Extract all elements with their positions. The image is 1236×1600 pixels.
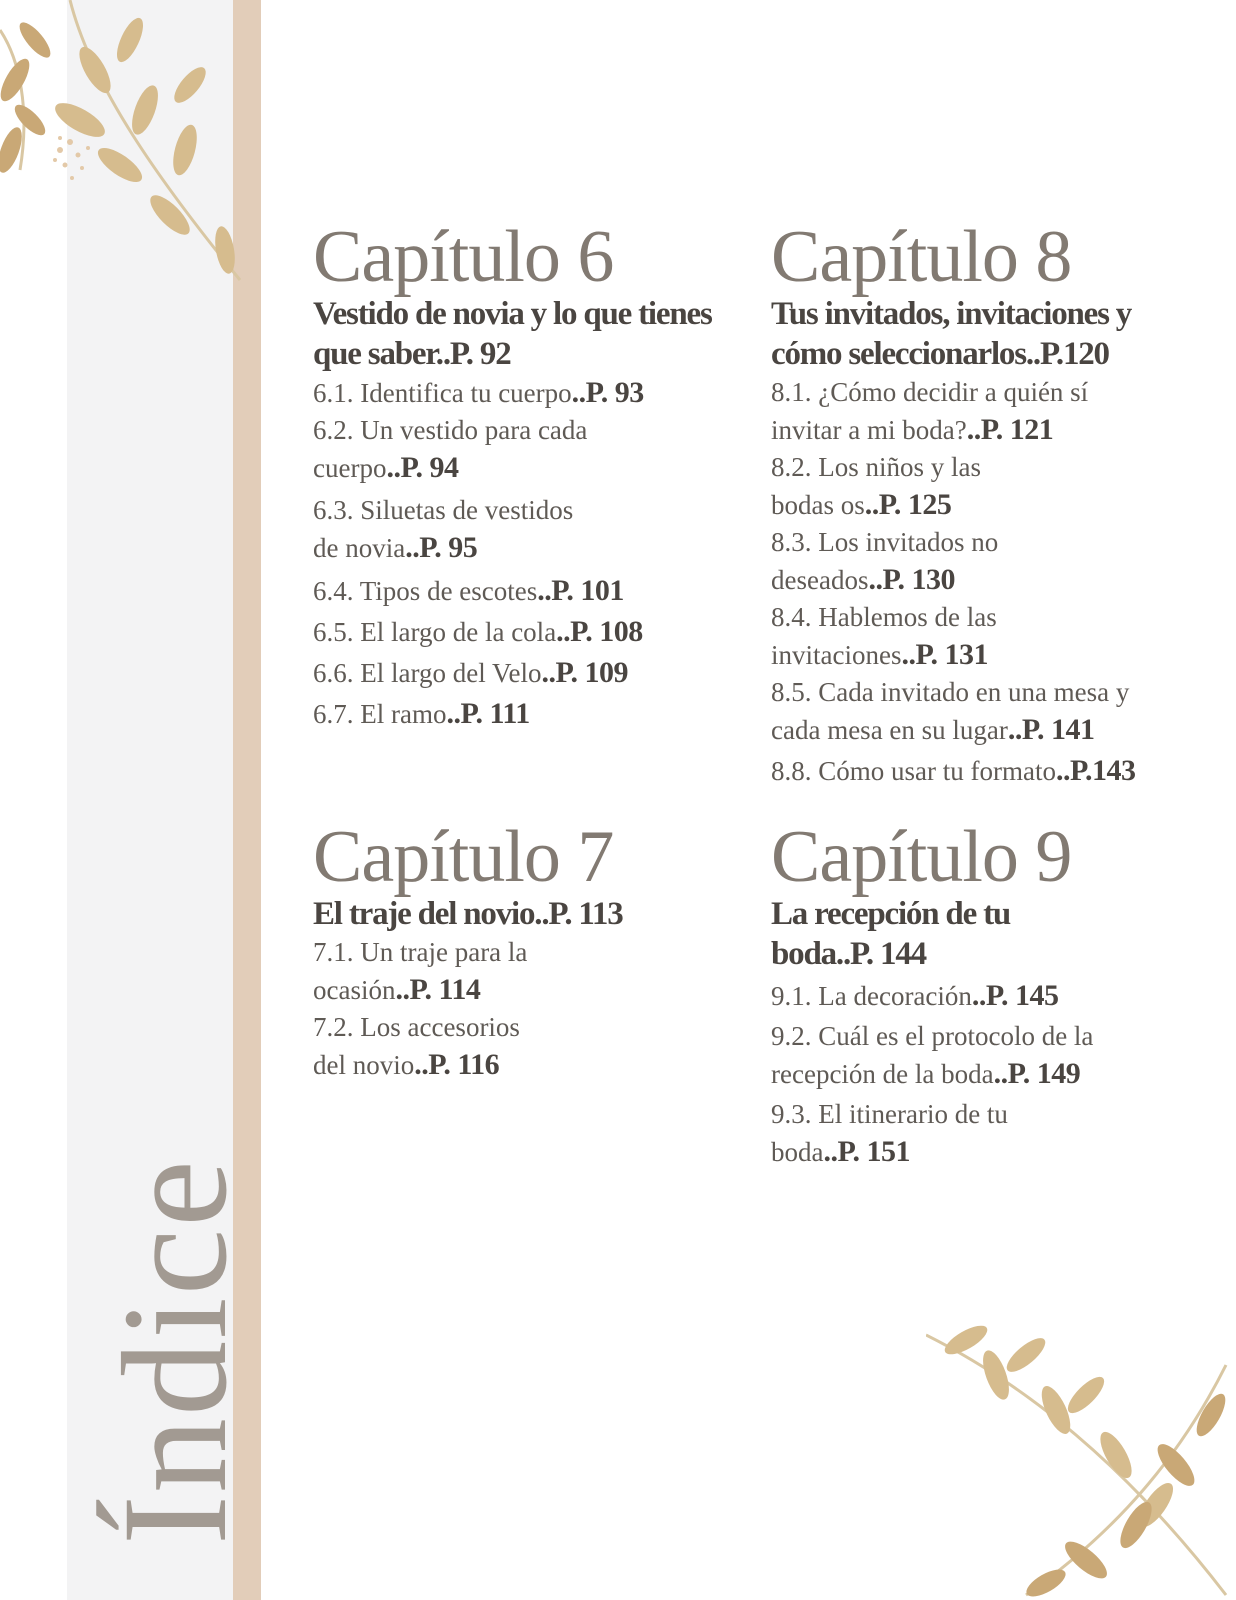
index-title: Índice — [92, 1158, 258, 1545]
chapter-title: Capítulo 6 — [313, 216, 614, 298]
chapter-subtitle[interactable]: Tus invitados, invitaciones y cómo seleccionarlos..P.120 — [771, 296, 1132, 372]
chapter-title: Capítulo 7 — [313, 816, 614, 898]
chapter-9 — [771, 816, 1181, 1171]
toc-item[interactable]: 6.1. Identifica tu cuerpo..P. 93 — [313, 376, 644, 409]
toc-item[interactable]: 9.2. Cuál es el protocolo de la recepción de la boda..P. 149 — [771, 1021, 1094, 1090]
chapter-6 — [313, 216, 713, 733]
leaf-branch-bottom-icon — [926, 1325, 1236, 1600]
toc-item[interactable]: 6.6. El largo del Velo..P. 109 — [313, 656, 629, 689]
toc-item[interactable]: 9.1. La decoración..P. 145 — [771, 979, 1059, 1012]
chapter-title: Capítulo 9 — [771, 816, 1072, 898]
toc-item[interactable]: 6.4. Tipos de escotes..P. 101 — [313, 574, 624, 607]
toc-item[interactable]: 6.5. El largo de la cola..P. 108 — [313, 615, 643, 648]
toc-item[interactable]: 8.2. Los niños y las bodas os..P. 125 — [771, 452, 982, 521]
chapter-subtitle[interactable]: La recepción de tu boda..P. 144 — [771, 896, 1011, 972]
toc-item[interactable]: 8.5. Cada invitado en una mesa y cada mesa en su lugar..P. 141 — [771, 677, 1130, 746]
chapter-subtitle[interactable]: El traje del novio..P. 113 — [313, 896, 623, 932]
toc-item[interactable]: 7.2. Los accesorios del novio..P. 116 — [313, 1012, 520, 1081]
toc-item[interactable]: 6.3. Siluetas de vestidos de novia..P. 95 — [313, 495, 574, 564]
toc-item[interactable]: 6.7. El ramo..P. 111 — [313, 697, 530, 730]
toc-item[interactable]: 6.2. Un vestido para cada cuerpo..P. 94 — [313, 415, 588, 484]
toc-item[interactable]: 9.3. El itinerario de tu boda..P. 151 — [771, 1099, 1008, 1168]
toc-item[interactable]: 7.1. Un traje para la ocasión..P. 114 — [313, 937, 528, 1006]
toc-item[interactable]: 8.3. Los invitados no deseados..P. 130 — [771, 527, 999, 596]
leaf-branch-top-icon — [0, 0, 260, 300]
toc-item[interactable]: 8.8. Cómo usar tu formato..P.143 — [771, 754, 1136, 787]
chapter-7 — [313, 816, 713, 1084]
chapter-subtitle[interactable]: Vestido de novia y lo que tienes que saber..P. 92 — [313, 296, 712, 372]
toc-item[interactable]: 8.4. Hablemos de las invitaciones..P. 131 — [771, 602, 997, 671]
toc-item[interactable]: 8.1. ¿Cómo decidir a quién sí invitar a mi boda?..P. 121 — [771, 377, 1089, 446]
chapter-title: Capítulo 8 — [771, 216, 1072, 298]
chapter-8 — [771, 216, 1181, 790]
